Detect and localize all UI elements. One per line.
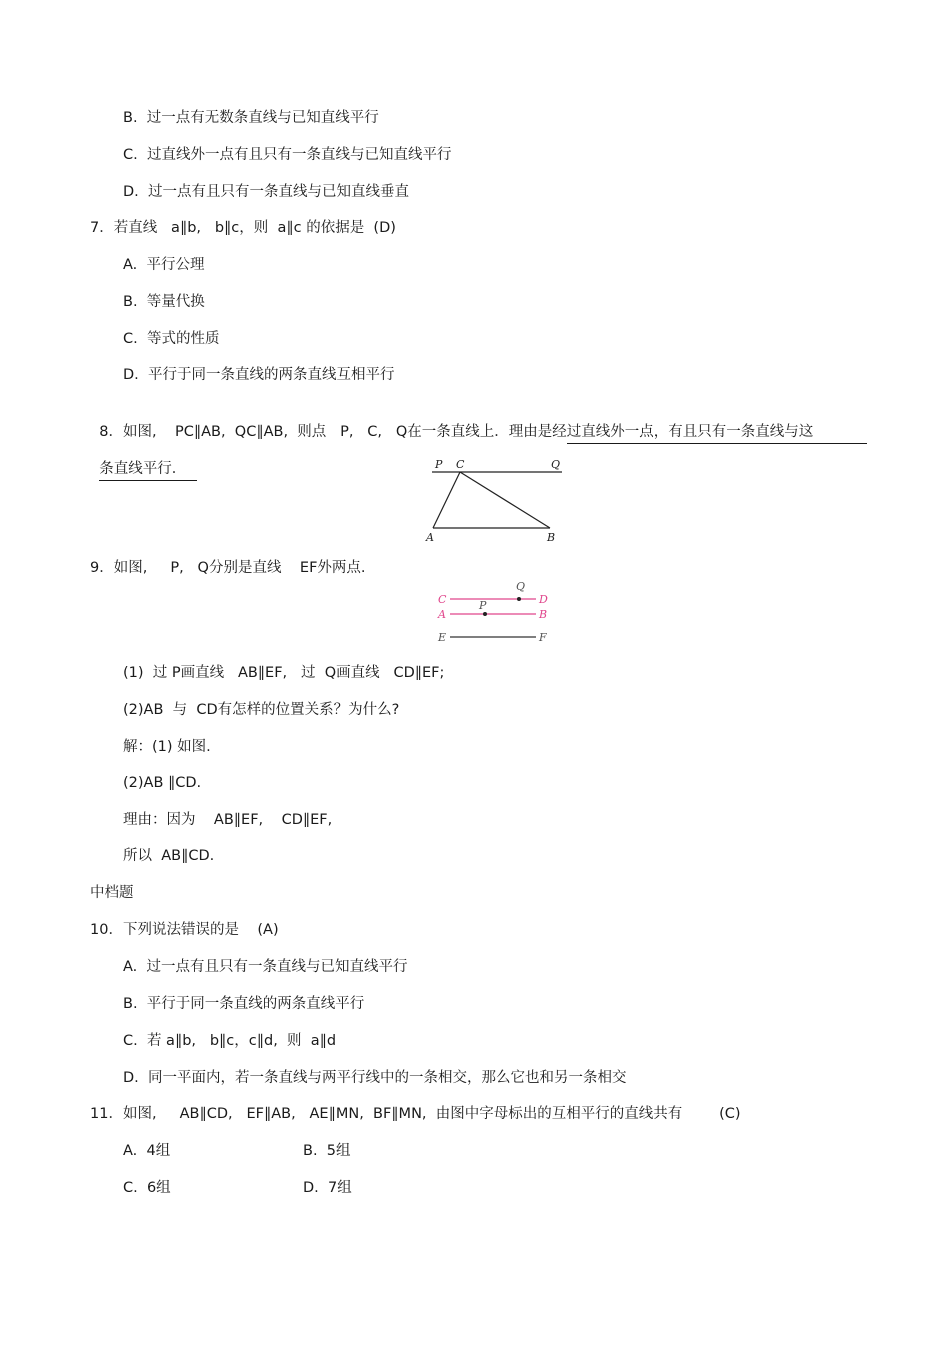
q8-label-q: Q xyxy=(551,458,561,471)
q9-label-q: Q xyxy=(516,580,526,593)
q9-figure xyxy=(432,576,557,646)
q9-part1: (1) 过 P画直线 AB∥EF, 过 Q画直线 CD∥EF; xyxy=(123,665,445,681)
q8-segment-bc xyxy=(460,472,550,528)
q10-option-a: A. 过一点有且只有一条直线与已知直线平行 xyxy=(123,959,408,975)
q8-label-b: B xyxy=(547,531,556,544)
q9-label-f: F xyxy=(539,631,547,644)
q9-stem: 9．如图, P, Q分别是直线 EF外两点. xyxy=(90,560,366,576)
q6-option-b: B. 过一点有无数条直线与已知直线平行 xyxy=(123,110,379,126)
q8-segment-ca xyxy=(433,472,460,528)
q9-label-p: P xyxy=(479,599,487,612)
q7-option-c: C. 等式的性质 xyxy=(123,331,220,347)
q11-option-a: A. 4组 xyxy=(123,1143,171,1159)
q9-point-p xyxy=(483,612,487,616)
section-title: 中档题 xyxy=(90,885,134,901)
q9-part2: (2)AB 与 CD有怎样的位置关系？为什么? xyxy=(123,702,400,718)
q9-solution2: (2)AB ∥CD. xyxy=(123,775,202,791)
q7-option-a: A. 平行公理 xyxy=(123,257,205,273)
q10-option-d: D. 同一平面内，若一条直线与两平行线中的一条相交，那么它也和另一条相交 xyxy=(123,1070,627,1086)
q9-solution1: 解：(1) 如图. xyxy=(123,739,211,755)
q9-point-q xyxy=(517,597,521,601)
q9-label-a: A xyxy=(438,608,446,621)
q8-label-c: C xyxy=(456,458,465,471)
q11-stem: 11．如图, AB∥CD, EF∥AB, AE∥MN, BF∥MN, 由图中字母标出的互相平行的直线共有 (C) xyxy=(90,1106,741,1122)
q9-reason2: 所以 AB∥CD. xyxy=(123,848,215,864)
q11-option-c: C. 6组 xyxy=(123,1180,171,1196)
q11-option-b: B. 5组 xyxy=(303,1143,351,1159)
q11-option-d: D. 7组 xyxy=(303,1180,352,1196)
q6-option-d: D. 过一点有且只有一条直线与已知直线垂直 xyxy=(123,184,409,200)
q8-answer-line2-wrap xyxy=(90,439,197,481)
q6-option-c: C. 过直线外一点有且只有一条直线与已知直线平行 xyxy=(123,147,452,163)
q9-reason1: 理由：因为 AB∥EF, CD∥EF, xyxy=(123,812,333,828)
q7-option-b: B. 等量代换 xyxy=(123,294,205,310)
q8-stem xyxy=(90,402,867,444)
q9-label-d: D xyxy=(539,593,548,606)
q10-option-b: B. 平行于同一条直线的两条直线平行 xyxy=(123,996,365,1012)
q10-option-c: C. 若 a∥b, b∥c，c∥d, 则 a∥d xyxy=(123,1033,337,1049)
q7-option-d: D. 平行于同一条直线的两条直线互相平行 xyxy=(123,367,395,383)
q9-label-c: C xyxy=(438,593,447,606)
q8-answer-line1: 过直线外一点，有且只有一条直线与这 xyxy=(567,422,867,444)
q8-figure xyxy=(420,455,570,545)
q10-stem: 10．下列说法错误的是 (A) xyxy=(90,922,279,938)
q8-stem-text: 8．如图, PC∥AB, QC∥AB, 则点 P, C, Q在一条直线上．理由是经 xyxy=(99,424,567,440)
q7-stem: 7．若直线 a∥b, b∥c，则 a∥c 的依据是 (D) xyxy=(90,220,396,236)
q9-label-e: E xyxy=(438,631,447,644)
q8-label-p: P xyxy=(435,458,443,471)
q8-label-a: A xyxy=(426,531,434,544)
q8-answer-line2: 条直线平行． xyxy=(99,459,197,481)
q9-label-b: B xyxy=(539,608,548,621)
